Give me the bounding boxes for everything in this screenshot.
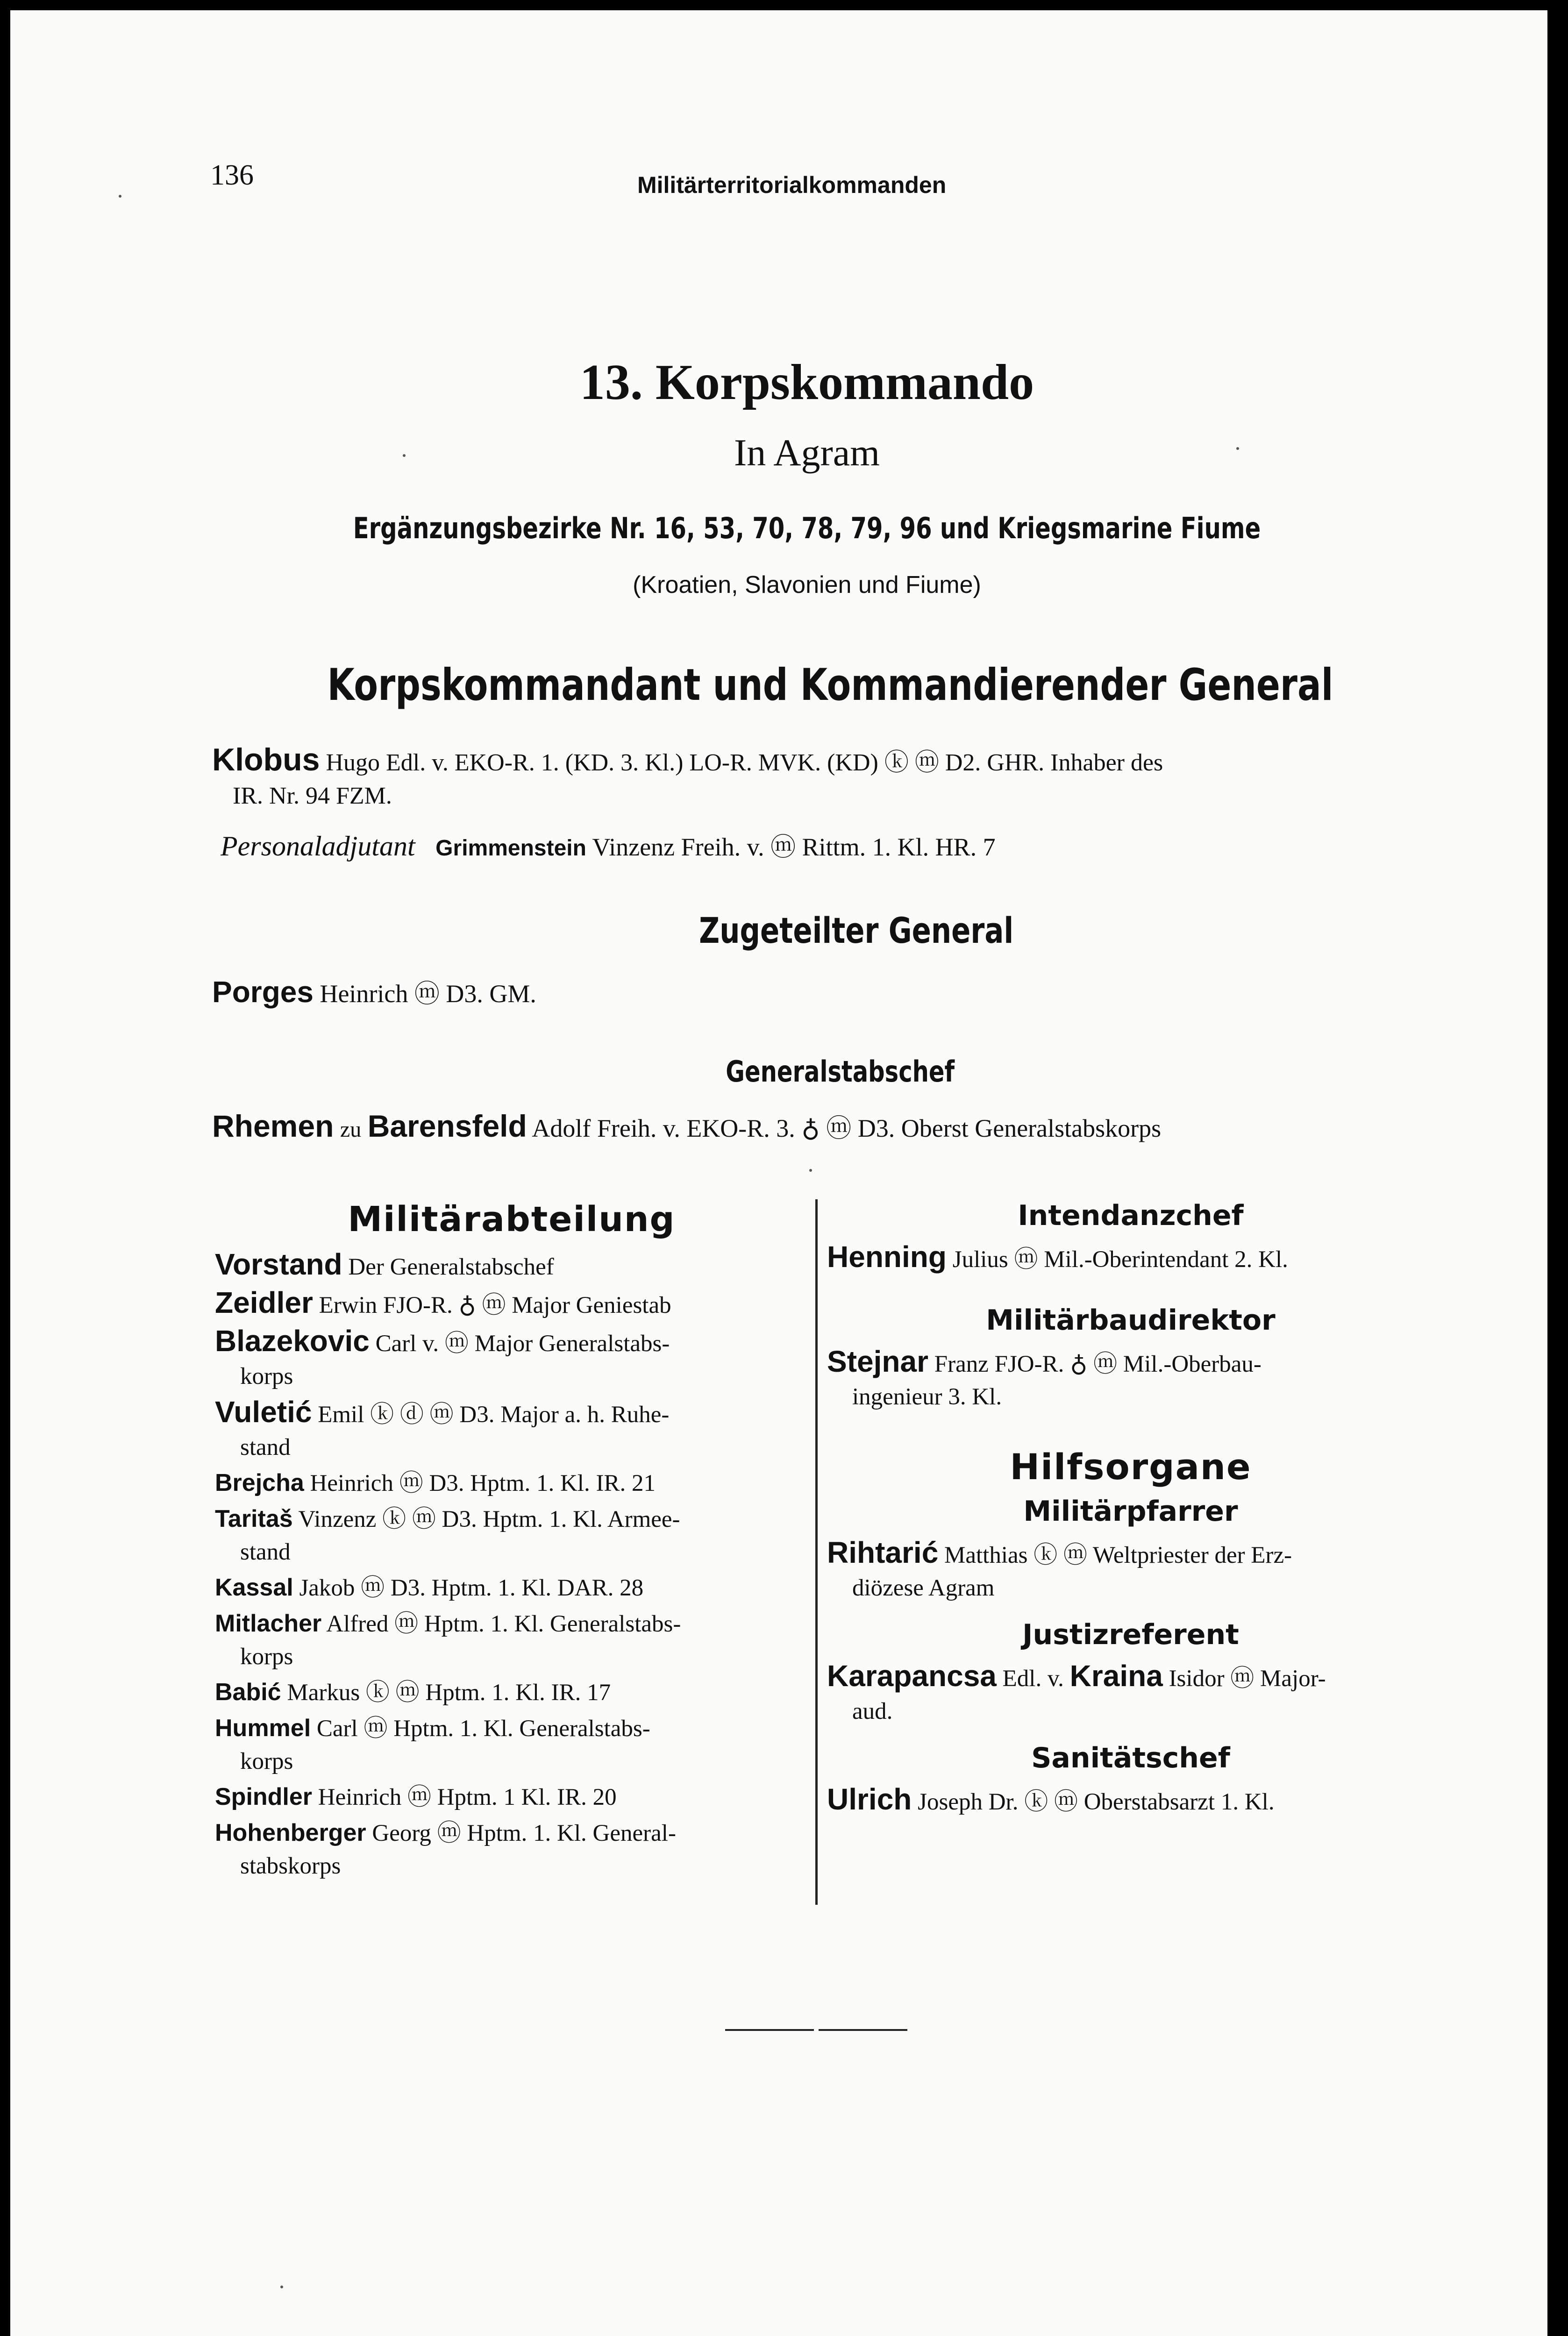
commander-heading: Korpskommandant und Kommandierender General — [327, 660, 1333, 711]
justiz-name2: Kraina — [1069, 1659, 1163, 1693]
chief-heading: Generalstabschef — [726, 1054, 955, 1089]
entry-text: Georg ⓜ Hptm. 1. Kl. General- — [372, 1820, 676, 1846]
running-title: Militärterritorialkommanden — [637, 172, 947, 198]
entry-text: Emil ⓚ ⓓ ⓜ D3. Major a. h. Ruhe- — [318, 1402, 670, 1428]
chief-name: Rhemen — [212, 1109, 334, 1143]
speck-dot — [809, 1169, 812, 1172]
list-item — [215, 1503, 808, 1568]
adjutant-label: Personaladjutant — [221, 831, 415, 862]
entry-name: Zeidler — [215, 1286, 313, 1319]
entry-text: Alfred ⓜ Hptm. 1. Kl. Generalstabs- — [326, 1611, 681, 1637]
sanitaet-entry — [827, 1783, 1434, 1818]
entry-continuation: korps — [240, 1644, 293, 1670]
pfarrer-heading: Militärpfarrer — [1023, 1495, 1238, 1528]
intendant-name: Henning — [827, 1240, 947, 1274]
chief-text: Adolf Freih. v. EKO-R. 3. ♁ ⓜ D3. Oberst Generalstabskorps — [532, 1114, 1162, 1142]
sanitaet-heading: Sanitätschef — [1031, 1742, 1230, 1774]
commander-name: Klobus — [212, 742, 320, 777]
list-item — [215, 1676, 808, 1709]
commander-line1: Hugo Edl. v. EKO-R. 1. (KD. 3. Kl.) LO-R. MVK. (KD) ⓚ ⓜ D2. GHR. Inhaber des — [326, 749, 1163, 776]
speck-dot — [280, 2286, 283, 2288]
entry-continuation: korps — [240, 1363, 293, 1389]
sanitaet-text: Joseph Dr. ⓚ ⓜ Oberstabsarzt 1. Kl. — [918, 1789, 1275, 1815]
entry-text: Carl v. ⓜ Major Generalstabs- — [375, 1331, 670, 1357]
document-page — [10, 10, 1547, 2336]
assigned-text: Heinrich ⓜ D3. GM. — [320, 980, 536, 1008]
assigned-heading: Zugeteilter General — [699, 910, 1014, 951]
entry-text: Jakob ⓜ D3. Hptm. 1. Kl. DAR. 28 — [299, 1575, 644, 1601]
justiz-cont: aud. — [852, 1698, 893, 1724]
entry-text: Vinzenz ⓚ ⓜ D3. Hptm. 1. Kl. Armee- — [298, 1506, 680, 1532]
speck-dot — [119, 195, 121, 198]
chief-entry — [212, 1108, 1161, 1144]
entry-text: Der Generalstabschef — [348, 1254, 554, 1280]
speck-dot — [403, 454, 406, 457]
chief-zu: zu — [340, 1117, 362, 1142]
entry-name: Vorstand — [215, 1247, 342, 1281]
entry-name: Spindler — [215, 1783, 313, 1810]
intendant-entry — [827, 1240, 1434, 1276]
end-rule-left — [725, 2029, 814, 2031]
list-item — [215, 1712, 808, 1778]
list-item — [215, 1325, 808, 1393]
adjutant-text: Vinzenz Freih. v. ⓜ Rittm. 1. Kl. HR. 7 — [592, 833, 996, 861]
assigned-name: Porges — [212, 975, 314, 1009]
pfarrer-name: Rihtarić — [827, 1536, 939, 1569]
entry-text: Heinrich ⓜ D3. Hptm. 1. Kl. IR. 21 — [310, 1470, 656, 1496]
chief-name2: Barensfeld — [367, 1109, 527, 1143]
entry-continuation: stabskorps — [240, 1853, 341, 1879]
bau-text: Franz FJO-R. ♁ ⓜ Mil.-Oberbau- — [934, 1351, 1262, 1377]
left-column — [215, 1199, 808, 1885]
justiz-name: Karapancsa — [827, 1659, 997, 1693]
bau-heading: Militärbaudirektor — [986, 1304, 1276, 1337]
adjutant-entry — [221, 827, 996, 863]
entry-name: Kassal — [215, 1574, 293, 1601]
list-item — [215, 1248, 808, 1283]
entry-name: Hohenberger — [215, 1819, 366, 1846]
bau-name: Stejnar — [827, 1345, 928, 1378]
hilfs-heading: Hilfsorgane — [1010, 1446, 1252, 1488]
entry-name: Mitlacher — [215, 1610, 322, 1637]
entry-name: Blazekovic — [215, 1324, 370, 1358]
pfarrer-text: Matthias ⓚ ⓜ Weltpriester der Erz- — [944, 1542, 1292, 1568]
entry-continuation: stand — [240, 1539, 291, 1565]
entry-text: Heinrich ⓜ Hptm. 1 Kl. IR. 20 — [318, 1784, 617, 1810]
entry-name: Vuletić — [215, 1395, 312, 1429]
pfarrer-entry — [827, 1536, 1434, 1604]
justiz-entry — [827, 1659, 1434, 1728]
justiz-heading: Justizreferent — [1022, 1618, 1239, 1651]
entry-text: Erwin FJO-R. ♁ ⓜ Major Geniestab — [319, 1292, 671, 1318]
list-item — [215, 1607, 808, 1673]
list-item — [215, 1816, 808, 1882]
list-item — [215, 1286, 808, 1322]
speck-dot — [1236, 447, 1239, 450]
justiz-mid: Edl. v. — [1002, 1666, 1064, 1692]
list-item — [215, 1467, 808, 1500]
entry-text: Markus ⓚ ⓜ Hptm. 1. Kl. IR. 17 — [287, 1680, 611, 1706]
column-divider — [815, 1199, 818, 1905]
sanitaet-name: Ulrich — [827, 1782, 912, 1816]
entry-name: Babić — [215, 1679, 281, 1706]
justiz-text: Isidor ⓜ Major- — [1169, 1666, 1326, 1692]
intendant-text: Julius ⓜ Mil.-Oberintendant 2. Kl. — [952, 1246, 1288, 1273]
entry-continuation: korps — [240, 1748, 293, 1774]
title-main: 13. Korpskommando — [579, 355, 1034, 410]
entry-text: Carl ⓜ Hptm. 1. Kl. Generalstabs- — [316, 1716, 650, 1742]
end-rule-right — [819, 2029, 907, 2031]
assigned-entry — [212, 974, 536, 1010]
adjutant-name: Grimmenstein — [435, 836, 586, 861]
title-districts: Ergänzungsbezirke Nr. 16, 53, 70, 78, 79, 96 und Kriegsmarine Fiume — [353, 511, 1261, 545]
commander-entry — [212, 741, 1163, 778]
intendant-heading: Intendanzchef — [1018, 1199, 1244, 1232]
list-item — [215, 1396, 808, 1464]
entry-name: Taritaš — [215, 1505, 293, 1532]
entry-continuation: stand — [240, 1434, 291, 1460]
list-item — [215, 1780, 808, 1814]
entry-name: Brejcha — [215, 1469, 304, 1496]
page-number: 136 — [210, 159, 254, 191]
commander-line2: IR. Nr. 94 FZM. — [233, 783, 392, 809]
title-location: In Agram — [734, 431, 880, 474]
list-item — [215, 1571, 808, 1604]
left-heading: Militärabteilung — [348, 1199, 676, 1239]
left-entries — [215, 1248, 808, 1882]
entry-name: Hummel — [215, 1715, 311, 1742]
title-regions: (Kroatien, Slavonien und Fiume) — [633, 571, 981, 598]
bau-cont: ingenieur 3. Kl. — [852, 1384, 1002, 1410]
pfarrer-cont: diözese Agram — [852, 1575, 995, 1601]
bau-entry — [827, 1345, 1434, 1413]
right-column — [827, 1199, 1434, 1818]
